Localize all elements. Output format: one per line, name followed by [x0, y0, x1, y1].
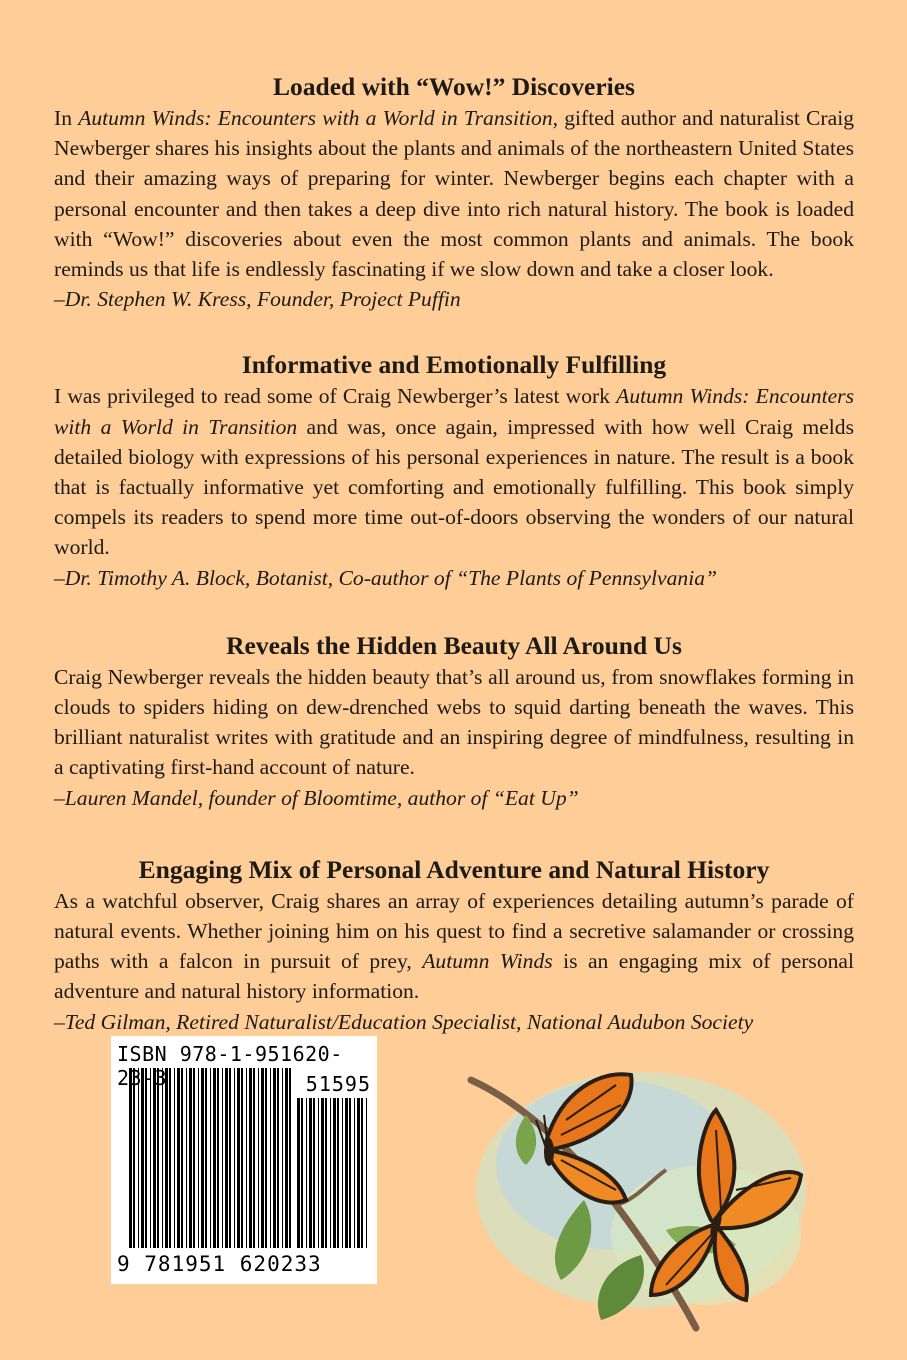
review-2	[54, 348, 854, 592]
isbn-barcode	[111, 1036, 377, 1284]
review-heading: Engaging Mix of Personal Adventure and Natural History	[138, 854, 770, 884]
review-1	[54, 70, 854, 314]
monarch-butterflies-illustration	[466, 1060, 806, 1332]
review-3	[54, 629, 854, 813]
review-attribution: –Dr. Timothy A. Block, Botanist, Co-author of “The Plants of Pennsylvania”	[54, 565, 718, 590]
book-title: Autumn Winds: Encounters with a World in Transition	[78, 106, 553, 130]
review-body: As a watchful observer, Craig shares an array of experiences detailing autumn’s parade of natural events. Whether joining him on his quest to find a secretive salamander or crossing paths with a falcon in pursuit of prey, Autumn Winds is an engaging mix of personal adventure and natural history information.	[54, 888, 855, 1004]
reviews-column	[54, 70, 854, 1037]
review-heading: Loaded with “Wow!” Discoveries	[273, 72, 635, 101]
review-heading: Informative and Emotionally Fulfilling	[241, 350, 667, 380]
review-attribution: –Lauren Mandel, founder of Bloomtime, author of “Eat Up”	[54, 785, 579, 810]
barcode-digits: 9 781951 620233	[117, 1252, 322, 1276]
review-body: Craig Newberger reveals the hidden beauty that’s all around us, from snowflakes forming in clouds to spiders hiding on dew-drenched webs to squid darting beneath the waves. This brilliant naturalist writes with gratitude and an inspiring degree of mindfulness, resulting in a captivating first-hand account of nature.	[54, 664, 854, 780]
price-code: 51595	[305, 1072, 371, 1096]
review-attribution: –Dr. Stephen W. Kress, Founder, Project Puffin	[54, 287, 461, 312]
book-title: Autumn Winds: Encounters with a World in Transition	[54, 384, 854, 439]
isbn-number: ISBN 978-1-951620-23-3	[117, 1042, 343, 1090]
review-heading: Reveals the Hidden Beauty All Around Us	[226, 630, 682, 660]
review-body: In Autumn Winds: Encounters with a World in Transition, gifted author and naturalist Craig Newberger shares his insights about the plants and animals of the northeastern United States and their amazing ways of preparing for winter. Newberger begins each chapter with a personal encounter and then takes a deep dive into rich natural history. The book is loaded with “Wow!” discoveries about even the most common plants and animals. The book reminds us that life is endlessly fascinating if we slow down and take a closer look.	[54, 106, 855, 282]
review-4	[54, 853, 854, 1037]
book-title: Autumn Winds	[422, 949, 553, 974]
review-body: I was privileged to read some of Craig Newberger’s latest work Autumn Winds: Encounters with a World in Transition and was, once again, impressed with how well Craig melds detailed biology with expressions of his personal experiences in nature. The result is a book that is factually informative yet comforting and emotionally fulfilling. This book simply compels its readers to spend more time out-of-doors observing the wonders of our natural world.	[54, 384, 855, 560]
review-attribution: –Ted Gilman, Retired Naturalist/Education Specialist, National Audubon Society	[54, 1009, 754, 1034]
